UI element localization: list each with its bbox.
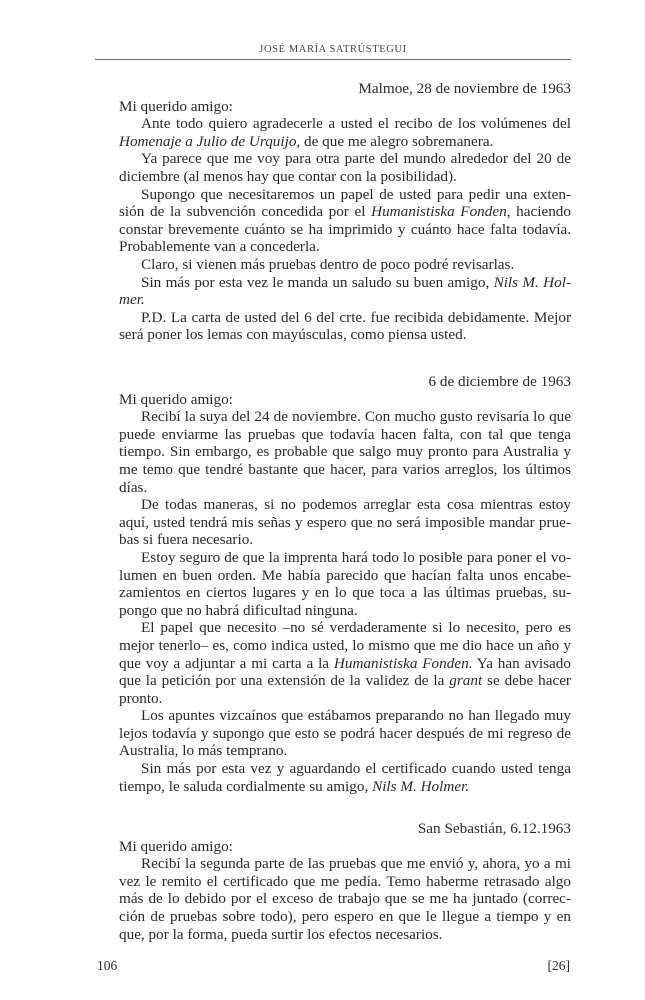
letter-paragraph: Supongo que necesitaremos un papel de usted para pedir una extensión de la subvención concedida por el Humanistiska Fonden, haciendo constar brevemente cuánto se ha imprimido y cuánto hace falta todavía. Probablemente van a concederla.	[119, 185, 571, 256]
header-rule	[95, 59, 571, 60]
page-number: 106	[97, 958, 118, 973]
letter-dateline: 6 de diciembre de 1963	[428, 373, 571, 390]
italic-text: Humanistiska Fonden.	[333, 654, 473, 672]
letter-salutation: Mi querido amigo:	[119, 390, 233, 408]
letter-paragraph: P.D. La carta de usted del 6 del crte. fue recibida debidamente. Mejor será poner los lemas con mayúsculas, como piensa usted.	[119, 308, 571, 344]
italic-text: Homenaje a Julio de Urquijo,	[119, 132, 301, 150]
letter-body	[119, 855, 571, 943]
letter-paragraph: De todas maneras, si no podemos arreglar esta cosa mientras estoy aquí, usted tendrá mis señas y espero que no será imposible mandar pruebas si fuera necesario.	[119, 496, 571, 549]
letter-salutation: Mi querido amigo:	[119, 97, 233, 115]
italic-text: Nils M. Holmer.	[119, 273, 571, 309]
letter-3	[119, 820, 571, 943]
letter-2	[119, 373, 571, 795]
letter-body	[119, 115, 571, 344]
italic-text: Nils M. Holmer.	[372, 777, 470, 795]
letter-paragraph: Ante todo quiero agradecerle a usted el recibo de los volúmenes del Homenaje a Julio de Urquijo, de que me alegro sobremanera.	[119, 115, 571, 150]
letter-paragraph: Claro, si vienen más pruebas dentro de poco podré revisarlas.	[141, 255, 515, 273]
letter-body	[119, 408, 571, 795]
letter-salutation: Mi querido amigo:	[119, 837, 233, 855]
letter-paragraph: Estoy seguro de que la imprenta hará todo lo posible para poner el volumen en buen orden. Me había parecido que hacían falta unos encabezamientos en ciertos lugares y en lo que toca a las últimas pruebas, supongo que no habrá dificultad ninguna.	[119, 548, 571, 619]
letter-paragraph: Recibí la suya del 24 de noviembre. Con mucho gusto revisaría lo que puede enviarme las pruebas que todavía hacen falta, con tal que tenga tiempo. Sin embargo, es probable que salgo muy pronto para Australia y me temo que tendré bastante que hacer, para varios arreglos, los últimos días.	[119, 408, 571, 496]
italic-text: Humanistiska Fonden	[371, 203, 507, 221]
italic-text: grant	[449, 672, 483, 690]
letter-paragraph: Recibí la segunda parte de las pruebas que me envió y, ahora, yo a mi vez le remito el certificado que me pedía. Temo haberme retrasado algo más de lo debido por el exceso de trabajo que se me ha juntado (corrección de pruebas sobre todo), pero espero en que le llegue a tiempo y en que, por la forma, pueda surtir los efectos necesarios.	[119, 855, 571, 943]
letter-paragraph: El papel que necesito –no sé verdaderamente si lo necesito, pero es mejor tenerlo– es, como indica usted, lo mismo que me dio hace un año y que voy a adjuntar a mi carta a la Humanistiska Fonden. Ya han avisado que la petición por una extensión de la validez de la grant se debe hacer pronto.	[119, 619, 571, 707]
letter-paragraph: Los apuntes vizcaínos que estábamos preparando no han llegado muy lejos todavía y supongo que esto se podrá hacer después de mi regreso de Australia, lo más temprano.	[119, 707, 571, 760]
letter-paragraph: Ya parece que me voy para otra parte del mundo alrededor del 20 de diciembre (al menos hay que contar con la posibilidad).	[119, 150, 571, 185]
running-head: JOSÉ MARÍA SATRÚSTEGUI	[259, 44, 407, 55]
letter-dateline: San Sebastián, 6.12.1963	[417, 820, 571, 837]
letter-dateline: Malmoe, 28 de noviembre de 1963	[358, 80, 571, 97]
letter-1	[119, 80, 571, 344]
letter-paragraph: Sin más por esta vez le manda un saludo su buen amigo, Nils M. Holmer.	[119, 273, 571, 309]
bracket-page-number: [26]	[547, 958, 570, 973]
letter-paragraph: Sin más por esta vez y aguardando el certificado cuando usted tenga tiempo, le saluda cordialmente su amigo, Nils M. Holmer.	[119, 760, 571, 795]
